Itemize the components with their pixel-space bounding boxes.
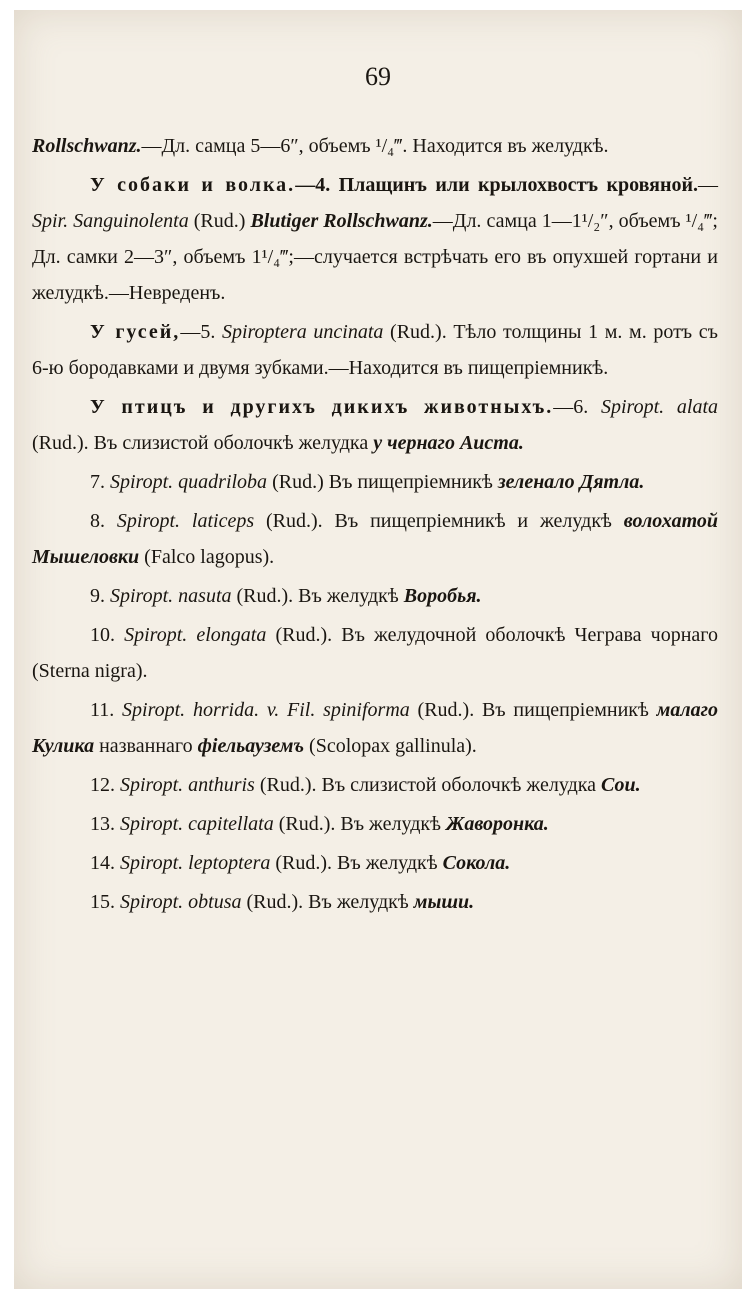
list-item-10 <box>32 617 718 689</box>
section-heading: У гусей, <box>90 321 181 343</box>
text: (Rud.). Въ пищепріемникѣ <box>409 699 657 721</box>
list-item-15 <box>32 884 718 920</box>
text: (Scolopax gallinula). <box>304 735 477 757</box>
latin-name: Spiropt. horrida. v. Fil. spiniforma <box>122 699 410 721</box>
text: (Rud.). Въ желудкѣ <box>241 891 414 913</box>
latin-name: Spiropt. quadriloba <box>110 471 268 493</box>
item-number: 7. <box>90 471 110 493</box>
latin-name: Spiropt. obtusa <box>120 891 242 913</box>
list-item-14 <box>32 845 718 881</box>
host-name: Воробья. <box>403 585 482 607</box>
item-number: 8. <box>90 510 117 532</box>
host-name: Жаворонка. <box>445 813 549 835</box>
text: —Дл. самца 5—6″, объемъ ¹/₄‴. Находится въ желудкѣ. <box>141 135 609 157</box>
latin-name: Spiropt. alata <box>601 396 718 418</box>
host-name: Сокола. <box>442 852 511 874</box>
text: (Rud.) Въ пищепріемникѣ <box>267 471 498 493</box>
text: (Rud.). Въ желудкѣ <box>270 852 443 874</box>
paragraph-dog-wolf <box>32 167 718 311</box>
text: (Rud.). Въ слизистой оболочкѣ желудка <box>32 432 374 454</box>
latin-name: Spiropt. nasuta <box>110 585 232 607</box>
item-number: 14. <box>90 852 120 874</box>
host-name: мыши. <box>413 891 475 913</box>
german-name: Blutiger Rollschwanz. <box>250 210 433 232</box>
section-heading: У птицъ и другихъ дикихъ животныхъ. <box>90 396 554 418</box>
text: (Rud.). Въ пищепріемникѣ и желудкѣ <box>254 510 624 532</box>
list-item-9 <box>32 578 718 614</box>
list-item-7 <box>32 464 718 500</box>
host-alias: фіельауземъ <box>197 735 305 757</box>
text: (Rud.). Тѣло толщины 1 м. м. ротъ съ 6-ю бородавками и двумя зубками.—Находится въ пищепріемникѣ. <box>32 321 719 379</box>
latin-name: Spiroptera uncinata <box>221 321 384 343</box>
section-heading: У собаки и волка. <box>90 174 296 196</box>
host-name: у чернаго Аиста. <box>373 432 524 454</box>
host-name: волохатой Мышеловки <box>32 510 718 568</box>
item-number: 13. <box>90 813 120 835</box>
item-number: 11. <box>90 699 123 721</box>
item-number: 10. <box>90 624 125 646</box>
page-number: 69 <box>365 62 391 91</box>
text: (Rud.). Въ желудкѣ <box>273 813 446 835</box>
host-name: зеленало Дятла. <box>497 471 645 493</box>
latin-name: Spiropt. capitellata <box>120 813 274 835</box>
term: Rollschwanz. <box>32 135 142 157</box>
item-number: 12. <box>90 774 120 796</box>
latin-name: Spiropt. leptoptera <box>120 852 271 874</box>
text: —5. <box>180 321 222 343</box>
text: —6. <box>553 396 601 418</box>
text: (Rud.). Въ желудочной оболочкѣ Чеграва чорнаго (Sterna nigra). <box>32 624 719 682</box>
species-heading: —4. Плащинъ или крылохвостъ кровяной. <box>295 174 699 196</box>
list-item-12 <box>32 767 718 803</box>
text: (Falco lagopus). <box>139 546 275 568</box>
paragraph-geese <box>32 314 718 386</box>
text: (Rud.). Въ слизистой оболочкѣ желудка <box>254 774 602 796</box>
paragraph-birds <box>32 389 718 461</box>
list-item-13 <box>32 806 718 842</box>
text: названнаго <box>94 735 198 757</box>
paragraph-rollschwanz <box>32 128 718 164</box>
host-name: Сои. <box>601 774 641 796</box>
text: (Rud.) <box>188 210 251 232</box>
latin-name: Spiropt. elongata <box>124 624 267 646</box>
latin-name: Spiropt. laticeps <box>116 510 255 532</box>
latin-name: Spir. Sanguinolenta <box>32 210 189 232</box>
text: (Rud.). Въ желудкѣ <box>231 585 404 607</box>
page-body <box>32 128 718 923</box>
latin-name: Spiropt. anthuris <box>120 774 255 796</box>
text: — <box>698 174 719 196</box>
item-number: 9. <box>90 585 110 607</box>
list-item-11 <box>32 692 718 764</box>
text: —Дл. самца 1—1¹/₂″, объемъ ¹/₄‴; Дл. самки 2—3″, объемъ 1¹/₄‴;—случается встрѣчать его въ опухшей гортани и желудкѣ.—Невреденъ. <box>32 210 718 304</box>
list-item-8 <box>32 503 718 575</box>
host-name: малаго Кулика <box>32 699 718 757</box>
item-number: 15. <box>90 891 120 913</box>
book-page <box>14 10 742 1289</box>
